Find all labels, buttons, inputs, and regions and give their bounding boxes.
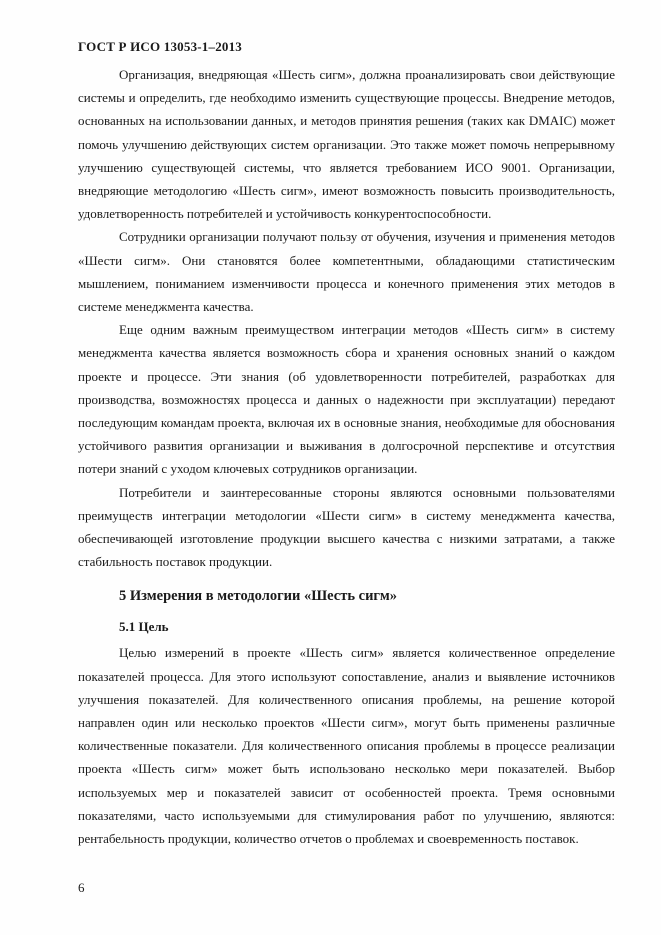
paragraph-4: Потребители и заинтересованные стороны являются основными пользователями преимуществ интеграции методологии «Шести сигм» в систему менеджмента качества, обеспечивающей изготовление продукции высшего качества с низкими затратами, а также стабильность поставок продукции.: [78, 484, 615, 570]
subsection-heading: 5.1 Цель: [119, 619, 169, 635]
document-body: [78, 63, 615, 850]
paragraph-1: Организация, внедряющая «Шесть сигм», должна проанализировать свои действующие системы и определить, где необходимо изменить существующие процессы. Внедрение методов, основанных на использовании данных, и методов принятия решения (таких как DMAIC) может помочь улучшению действующих систем организации. Это также может помочь непрерывному улучшению существующей системы, что является требованием ИСО 9001. Организации, внедряющие методологию «Шесть сигм», имеют возможность повысить производительность, удовлетворенность потребителей и устойчивость конкурентоспособности.: [78, 67, 615, 222]
section-heading: 5 Измерения в методологии «Шесть сигм»: [119, 588, 397, 605]
document-header: ГОСТ Р ИСО 13053-1–2013: [78, 39, 243, 54]
page-number: 6: [78, 880, 85, 895]
paragraph-2: Сотрудники организации получают пользу от обучения, изучения и применения методов «Шести сигм». Они становятся более компетентными, обладающими статистическим мышлением, пониманием изменчивости процесса и конечного применения этих методов в системе менеджмента качества.: [78, 229, 615, 315]
paragraph-3: Еще одним важным преимуществом интеграции методов «Шесть сигм» в систему менеджмента качества является возможность сбора и хранения основных знаний о каждом проекте и процессе. Эти знания (об удовлетворенности потребителей, разработках для производства, возможностях процесса и данных о надежности при эксплуатации) передают последующим командам проекта, включая их в основные знания, необходимые для обоснования устойчивого развития организации и выживания в долгосрочной перспективе и отсутствия потери знаний с уходом ключевых сотрудников организации.: [78, 322, 615, 477]
paragraph-5: Целью измерений в проекте «Шесть сигм» является количественное определение показателей процесса. Для этого используют сопоставление, анализ и выявление источников улучшения показателей. Для количественного описания проблемы, на решение которой направлен один или несколько проектов «Шести сигм», могут быть применены различные количественные показатели. Для количественного описания проблемы в процессе реализации проекта «Шесть сигм» может быть использовано несколько мери показателей. Выбор используемых мер и показателей зависит от особенностей проекта. Тремя основными показателями, часто используемыми для стимулирования работ по улучшению, являются: рентабельность продукции, количество отчетов о проблемах и своевременность поставок.: [78, 645, 615, 847]
